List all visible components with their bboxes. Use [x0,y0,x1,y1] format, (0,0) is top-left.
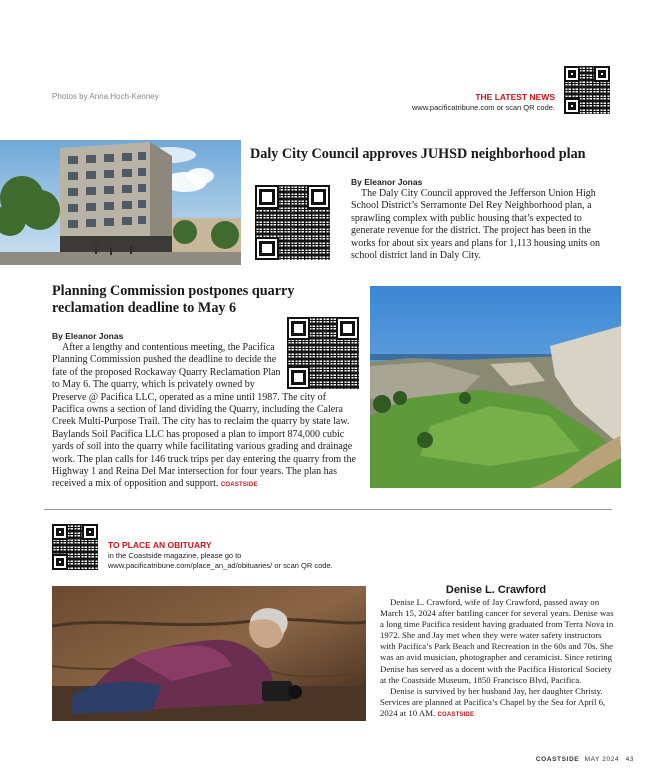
obituary-para1: Denise L. Crawford, wife of Jay Crawford, passed away on March 15, 2024 after battling cancer for several years. Denise was a long time Pacifica resident having graduated from Terra Nova in 1972. She and Jay met when they were water safety instructors with Pacifica’s Park Beach and Recreation in the 60s and 70s. She was an avid musician, photographer and ceramicist. Since retiring Denise has served as a docent with the Pacifica Historical Society at the Coastside Museum, 1850 Francisco Blvd, Pacifica. [380,597,614,685]
obituary-qr-code[interactable] [52,524,98,570]
footer-date: MAY 2024 [584,756,620,763]
housing-rendering-image [0,140,241,265]
page-footer [536,756,634,763]
photo-credit: Photos by Anna Hoch-Kenney [52,92,159,101]
coastside-end-mark: COASTSIDE [437,711,475,718]
article1-byline: By Eleanor Jonas [351,177,423,187]
footer-page-number: 43 [625,756,634,763]
latest-news-label: THE LATEST NEWS [475,92,555,102]
obituary-notice-line1: in the Coastside magazine, please go to [108,551,242,560]
obituary-notice-label: TO PLACE AN OBITUARY [108,540,212,550]
article1-qr-code[interactable] [255,185,330,260]
article1-headline[interactable]: Daly City Council approves JUHSD neighborhood plan [250,146,586,162]
footer-magazine: COASTSIDE [535,756,580,763]
denise-crawford-photo [52,586,366,721]
article2-headline[interactable]: Planning Commission postpones quarry reclamation deadline to May 6 [52,283,295,316]
article1-body-text: The Daly City Council approved the Jefferson Union High School District’s Serramonte Del Rey Neighborhood plan, a sprawling complex with public housing that’s expected to generate revenue for the district. The project has been in the works for about six years and plans for 1,113 housing units on school district land in Daly City. [351,188,601,262]
obituary-notice-line2[interactable]: www.pacificatribune.com/place_an_ad/obituaries/ or scan QR code. [108,561,333,570]
section-divider [44,509,612,510]
article2-byline: By Eleanor Jonas [52,331,124,341]
obituary-body [380,597,614,721]
article1-body [351,188,615,262]
article2-body [52,342,357,492]
quarry-landscape-image [370,286,621,488]
coastside-end-mark: COASTSIDE [220,482,258,489]
obituary-name: Denise L. Crawford [445,584,547,596]
article2-body-text: After a lengthy and contentious meeting, the Pacifica Planning Commission pushed the deadline to decide the fate of the proposed Rockaway Quarry Reclamation Plan to May 6. The quarry, which is privately owned by Preserve @ Pacifica LLC, operated as a mine until 1987. The city of Pacifica owns a section of land dividing the Quarry, including the Calera Creek Multi-Purpose Trail. The city has to reclaim the quarry by state law. Baylands Soil Pacifica LLC has proposed a plan to import 874,000 cubic yards of soil into the quarry while facilitating various grading and drainage work. The plan calls for 146 truck trips per day entering the quarry from the Highway 1 and Reina Del Mar intersection for four years. The plan has received a mix of opposition and support. [52,342,356,490]
latest-news-text[interactable]: www.pacificatribune.com or scan QR code. [412,103,555,112]
obituary-para2: Denise is survived by her husband Jay, her daughter Christy. Services are planned at Pacifica’s Chapel by the Sea for April 6, 2024 at 10 AM. [380,685,606,718]
latest-news-qr-code[interactable] [564,66,610,114]
